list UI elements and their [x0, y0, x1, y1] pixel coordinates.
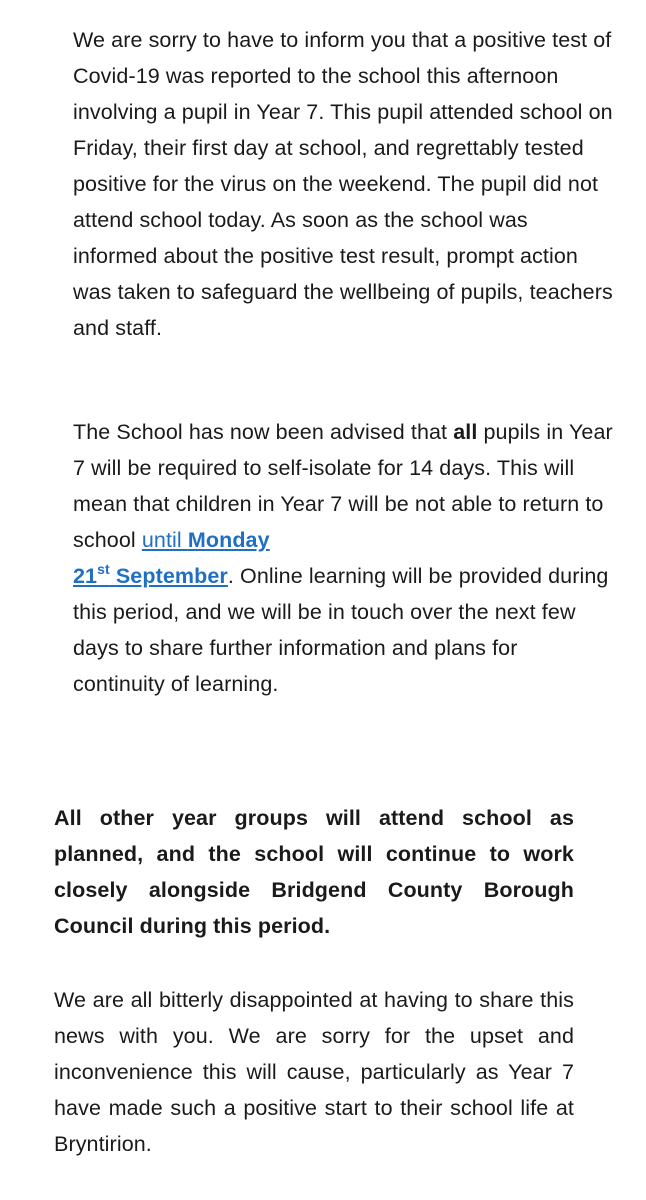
link-day: 21: [73, 564, 98, 588]
self-isolation-text-middle: pupils in Year 7 will be required to self-isolate for 14 days. This will mean that children in Year 7 will be not able to return to school: [73, 420, 613, 552]
link-month: September: [115, 564, 228, 588]
paragraph-self-isolation: [73, 414, 613, 702]
paragraph-other-years: All other year groups will attend school as planned, and the school will continue to work closely alongside Bridgend County Borough Council during this period.: [54, 806, 574, 938]
link-day-suffix: st: [97, 561, 110, 577]
emphasis-all: all: [453, 420, 478, 444]
self-isolation-text-end: . Online learning will be provided during this period, and we will be in touch over the next few days to share further information and plans for continuity of learning.: [73, 564, 609, 696]
self-isolation-text-start: The School has now been advised that: [73, 420, 454, 444]
paragraph-apology: We are all bitterly disappointed at having to share this news with you. We are sorry for the upset and inconvenience this will cause, particularly as Year 7 have made such a positive start to their school life at Bryntirion.: [54, 988, 574, 1156]
paragraph-positive-test: We are sorry to have to inform you that a positive test of Covid-19 was reported to the school this afternoon involving a pupil in Year 7. This pupil attended school on Friday, their first day at school, and regrettably tested positive for the virus on the weekend. The pupil did not attend school today. As soon as the school was informed about the positive test result, prompt action was taken to safeguard the wellbeing of pupils, teachers and staff.: [73, 28, 613, 340]
link-until: until: [141, 528, 188, 552]
link-monday: Monday: [187, 528, 270, 552]
